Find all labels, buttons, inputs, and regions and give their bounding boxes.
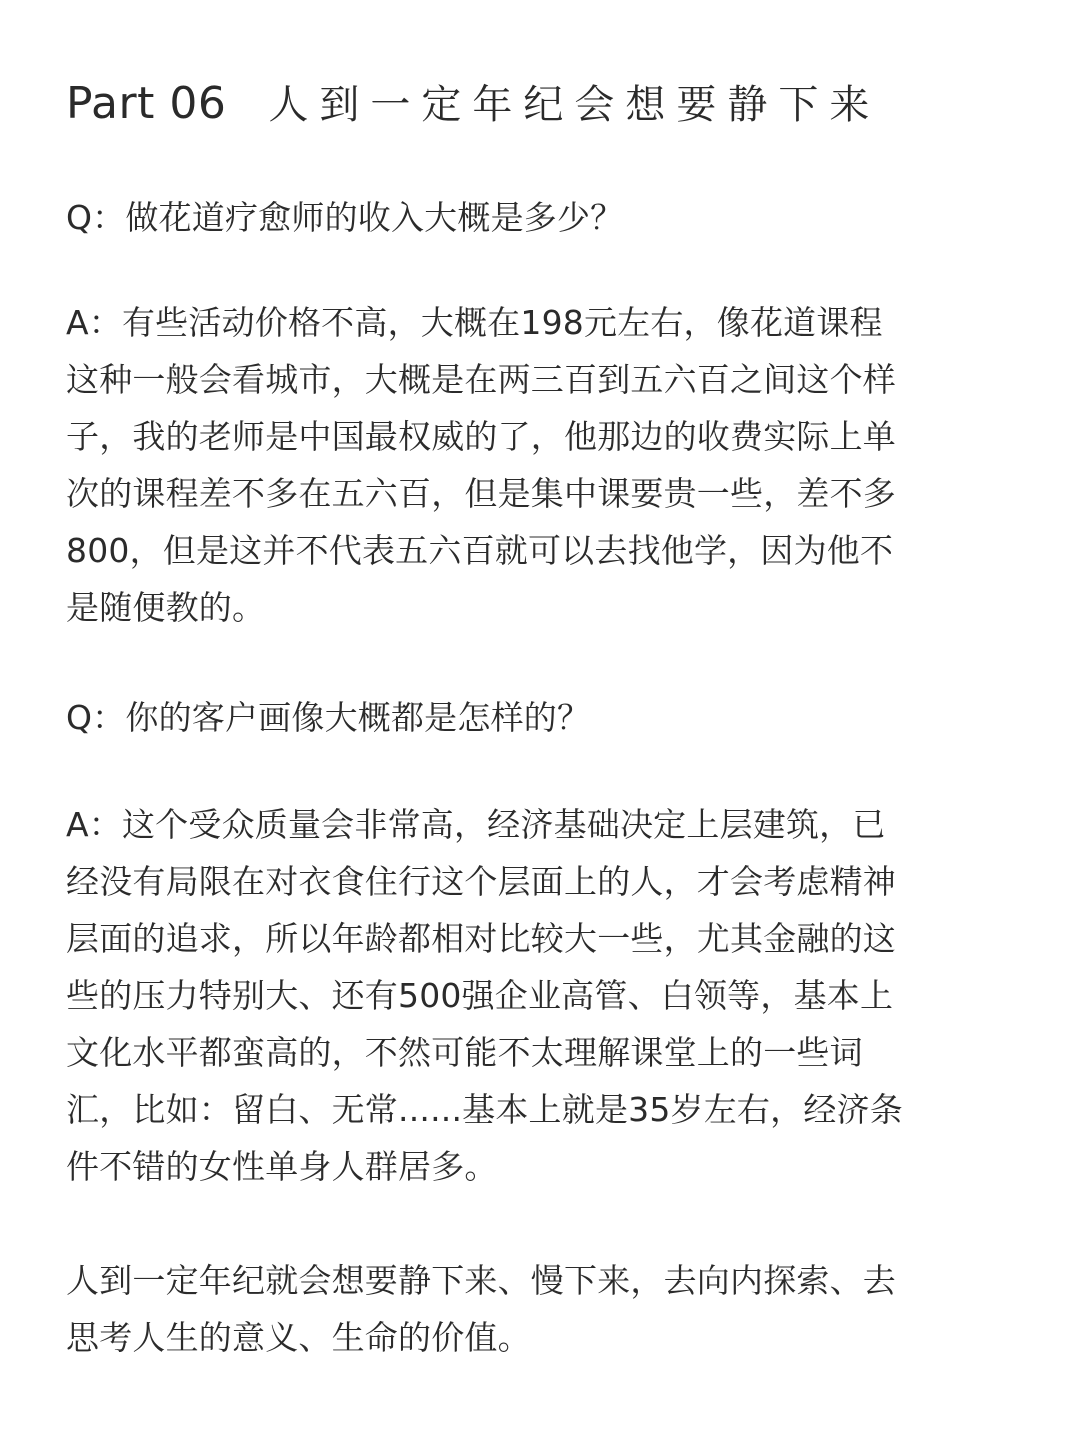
question-2 (66, 689, 1026, 746)
answer-1-line: 这种一般会看城市，大概是在两三百到五六百之间这个样 (66, 360, 896, 399)
answer-2-line: 些的压力特别大、还有500强企业高管、白领等，基本上 (66, 976, 894, 1015)
title-headline: 人到一定年纪会想要静下来 (268, 82, 881, 128)
answer-2 (66, 796, 1026, 1195)
answer-2-line: 层面的追求，所以年龄都相对比较大一些，尤其金融的这 (66, 919, 896, 958)
question-2-line: Q：你的客户画像大概都是怎样的？ (66, 698, 591, 737)
answer-1-line: A：有些活动价格不高，大概在198元左右，像花道课程 (66, 303, 883, 342)
part-label: Part 06 (66, 78, 227, 129)
answer-1-line: 800，但是这并不代表五六百就可以去找他学，因为他不 (66, 531, 894, 570)
answer-2-line: 汇，比如：留白、无常......基本上就是35岁左右，经济条 (66, 1090, 903, 1129)
question-1-line: Q：做花道疗愈师的收入大概是多少？ (66, 198, 624, 237)
closing-line: 人到一定年纪就会想要静下来、慢下来，去向内探索、去 (66, 1261, 896, 1300)
closing-paragraph (66, 1252, 1026, 1366)
answer-1 (66, 294, 1026, 636)
answer-2-line: 文化水平都蛮高的，不然可能不太理解课堂上的一些词 (66, 1033, 863, 1072)
closing-line: 思考人生的意义、生命的价值。 (66, 1318, 531, 1357)
answer-1-line: 是随便教的。 (66, 588, 266, 627)
answer-2-line: A：这个受众质量会非常高，经济基础决定上层建筑，已 (66, 805, 886, 844)
answer-2-line: 经没有局限在对衣食住行这个层面上的人，才会考虑精神 (66, 862, 896, 901)
answer-1-line: 子，我的老师是中国最权威的了，他那边的收费实际上单 (66, 417, 896, 456)
page-title (66, 74, 880, 135)
answer-1-line: 次的课程差不多在五六百，但是集中课要贵一些，差不多 (66, 474, 896, 513)
answer-2-line: 件不错的女性单身人群居多。 (66, 1147, 498, 1186)
question-1 (66, 189, 1026, 246)
